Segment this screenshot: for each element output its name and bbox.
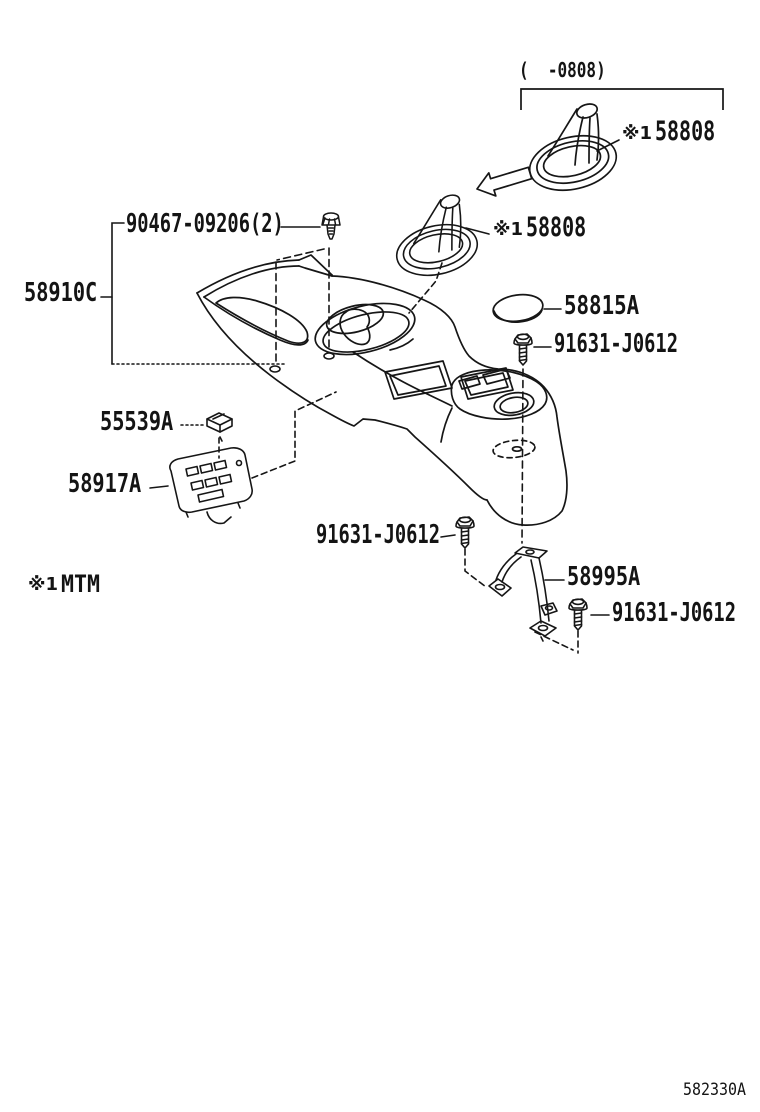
part-number: 58808 bbox=[655, 116, 716, 147]
part-label-shift-boot bbox=[493, 214, 607, 241]
reference-marker: ※1 bbox=[28, 574, 59, 595]
footnote-text: MTM bbox=[61, 570, 101, 598]
shift-position-plate-drawing bbox=[170, 448, 252, 524]
shift-boot-early-drawing bbox=[524, 102, 621, 199]
part-label-console-box: 58910C bbox=[24, 278, 98, 308]
bolt-lower-right-icon bbox=[569, 599, 587, 630]
part-label-clip-small: 55539A bbox=[100, 407, 174, 437]
part-label-bolt-upper: 91631-J0612 bbox=[554, 329, 678, 359]
assembly-dashed-lines bbox=[219, 248, 578, 653]
applicability-label: ( -0808) bbox=[519, 58, 606, 82]
part-label-hole-cover: 58815A bbox=[564, 291, 640, 321]
direction-arrow-icon bbox=[477, 167, 532, 196]
clip-icon bbox=[322, 213, 340, 239]
footnote bbox=[28, 572, 104, 596]
bolt-lower-left-icon bbox=[456, 517, 474, 548]
figure-number: 582330A bbox=[683, 1080, 747, 1100]
part-label-bolt-lower-left: 91631-J0612 bbox=[316, 520, 440, 550]
part-label-shift-boot-early bbox=[622, 118, 736, 145]
part-label-bolt-lower-right: 91631-J0612 bbox=[612, 598, 736, 628]
applicability-bracket bbox=[521, 89, 723, 110]
bolt-upper-icon bbox=[514, 334, 532, 365]
reference-marker: ※1 bbox=[622, 123, 653, 144]
part-label-shift-plate: 58917A bbox=[68, 469, 142, 499]
part-label-clip: 90467-09206(2) bbox=[126, 209, 284, 239]
part-number: 58808 bbox=[526, 212, 587, 243]
hole-cover-drawing bbox=[491, 292, 544, 325]
part-label-support-bracket: 58995A bbox=[567, 562, 641, 592]
small-clip-icon bbox=[207, 413, 232, 441]
shift-boot-drawing bbox=[392, 193, 483, 283]
support-bracket-drawing bbox=[489, 547, 557, 641]
reference-marker: ※1 bbox=[493, 219, 524, 240]
